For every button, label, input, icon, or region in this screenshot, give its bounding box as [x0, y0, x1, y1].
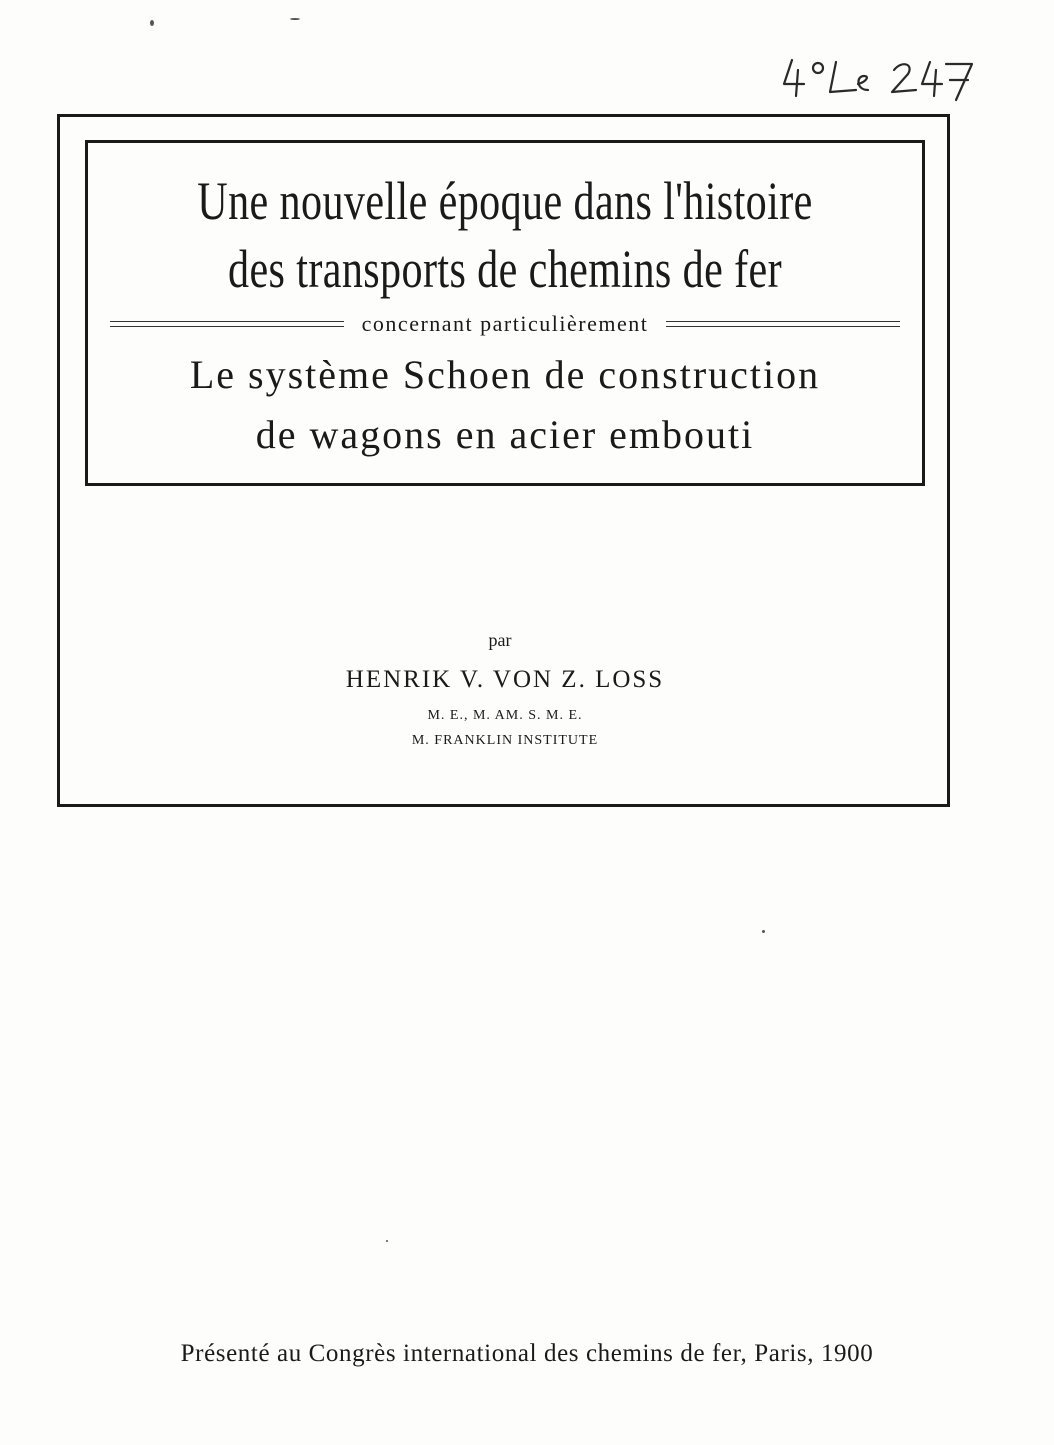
subtitle-line-2: de wagons en acier embouti — [255, 412, 755, 457]
handwritten-shelfmark — [770, 52, 1010, 112]
author-name: HENRIK V. VON Z. LOSS — [345, 666, 665, 693]
subtitle-connector — [110, 309, 900, 339]
scan-speck — [386, 1240, 388, 1242]
subtitle-line-1: Le système Schoen de construction — [189, 352, 821, 397]
author-credentials-2: M. FRANKLIN INSTITUTE — [411, 733, 599, 748]
connector-text: concernant particulièrement — [361, 311, 649, 336]
double-rule-left — [110, 321, 344, 327]
scan-speck — [290, 18, 300, 20]
byline-par: par — [488, 630, 512, 650]
scan-speck — [150, 20, 154, 26]
double-rule-right — [666, 321, 900, 327]
scan-speck — [762, 930, 765, 933]
imprint-line: Présenté au Congrès international des chemins de fer, Paris, 1900 — [180, 1340, 874, 1367]
main-title-line-2: des transports de chemins de fer — [227, 239, 783, 299]
shelfmark-drawing — [770, 52, 1010, 112]
main-title-line-1: Une nouvelle époque dans l'histoire — [197, 171, 813, 231]
author-credentials-1: M. E., M. AM. S. M. E. — [427, 708, 583, 723]
